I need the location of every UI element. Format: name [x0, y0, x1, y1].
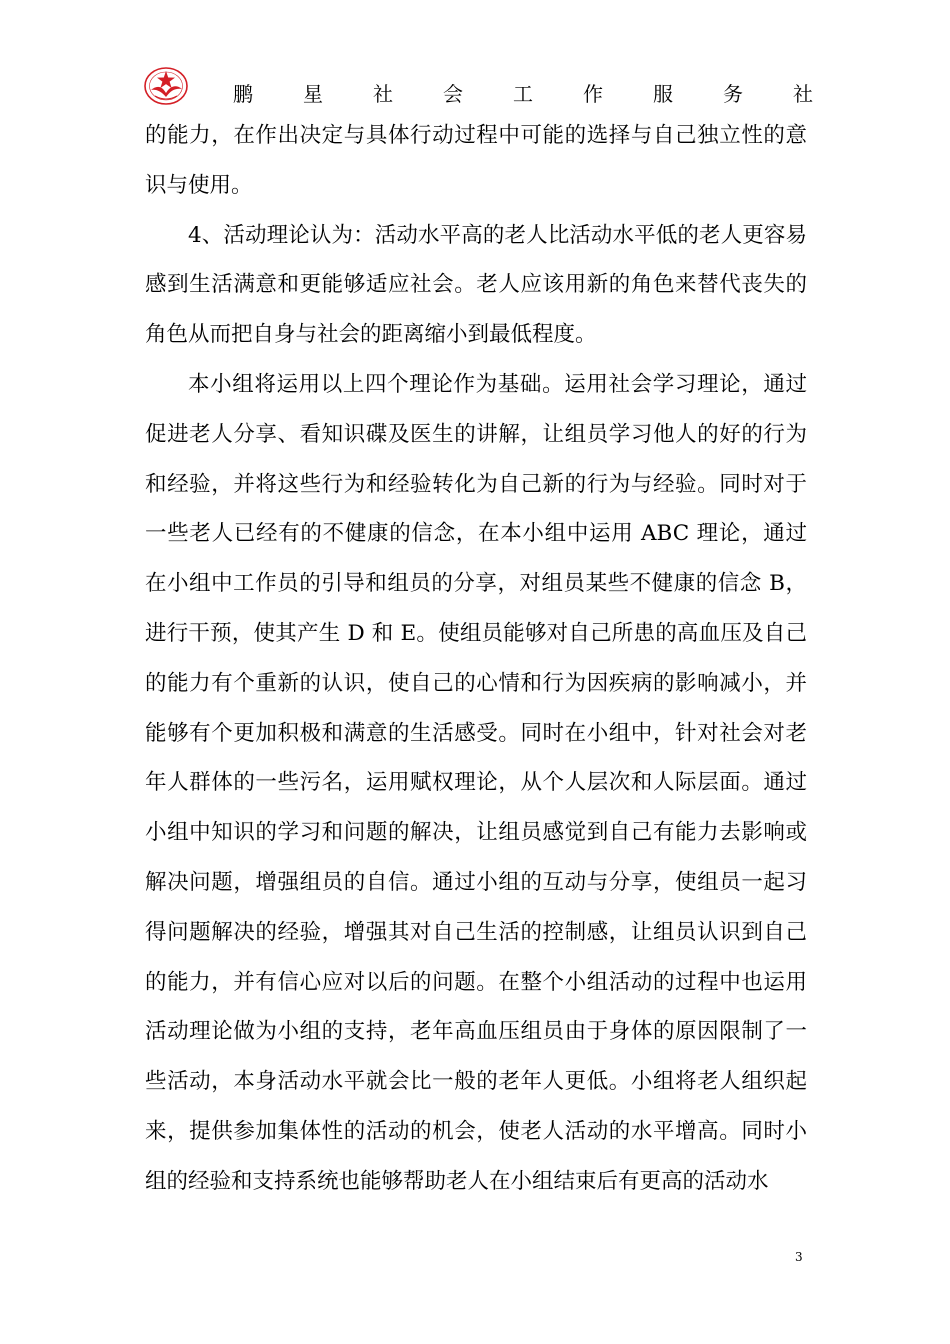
org-name-char: 星	[303, 82, 323, 106]
organization-name	[233, 82, 813, 106]
paragraph-group-application: 本小组将运用以上四个理论作为基础。运用社会学习理论，通过促进老人分享、看知识碟及医生的讲解，让组员学习他人的好的行为和经验，并将这些行为和经验转化为自己新的行为与经验。同时对于一些老人已经有的不健康的信念，在本小组中运用 ABC 理论，通过在小组中工作员的引导和组员的分享，对组员某些不健康的信念 B，进行干预，使其产生 D 和 E。使组员能够对自己所患的高血压及自己的能力有个重新的认识，使自己的心情和行为因疾病的影响减小，并能够有个更加积极和满意的生活感受。同时在小组中，针对社会对老年人群体的一些污名，运用赋权理论，从个人层次和人际层面。通过小组中知识的学习和问题的解决，让组员感觉到自己有能力去影响或解决问题，增强组员的自信。通过小组的互动与分享，使组员一起习得问题解决的经验，增强其对自己生活的控制感，让组员认识到自己的能力，并有信心应对以后的问题。在整个小组活动的过程中也运用活动理论做为小组的支持，老年高血压组员由于身体的原因限制了一些活动，本身活动水平就会比一般的老年人更低。小组将老人组织起来，提供参加集体性的活动的机会，使老人活动的水平增高。同时小组的经验和支持系统也能够帮助老人在小组结束后有更高的活动水	[145, 371, 807, 1194]
org-name-char: 社	[373, 82, 393, 106]
page-header	[143, 62, 813, 112]
paragraph-activity-theory: 4、活动理论认为：活动水平高的老人比活动水平低的老人更容易感到生活满意和更能够适应社会。老人应该用新的角色来替代丧失的角色从而把自身与社会的距离缩小到最低程度。	[145, 222, 807, 348]
org-name-char: 务	[723, 82, 743, 106]
org-name-char: 作	[583, 82, 603, 106]
page-number: 3	[795, 1250, 803, 1264]
org-name-char: 社	[793, 82, 813, 106]
org-name-char: 服	[653, 82, 673, 106]
organization-emblem-icon	[143, 66, 189, 106]
document-body	[145, 111, 807, 1207]
paragraph-continuation: 的能力，在作出决定与具体行动过程中可能的选择与自己独立性的意识与使用。	[145, 123, 807, 198]
org-name-char: 鹏	[233, 82, 253, 106]
org-name-char: 会	[443, 82, 463, 106]
org-name-char: 工	[513, 82, 533, 106]
